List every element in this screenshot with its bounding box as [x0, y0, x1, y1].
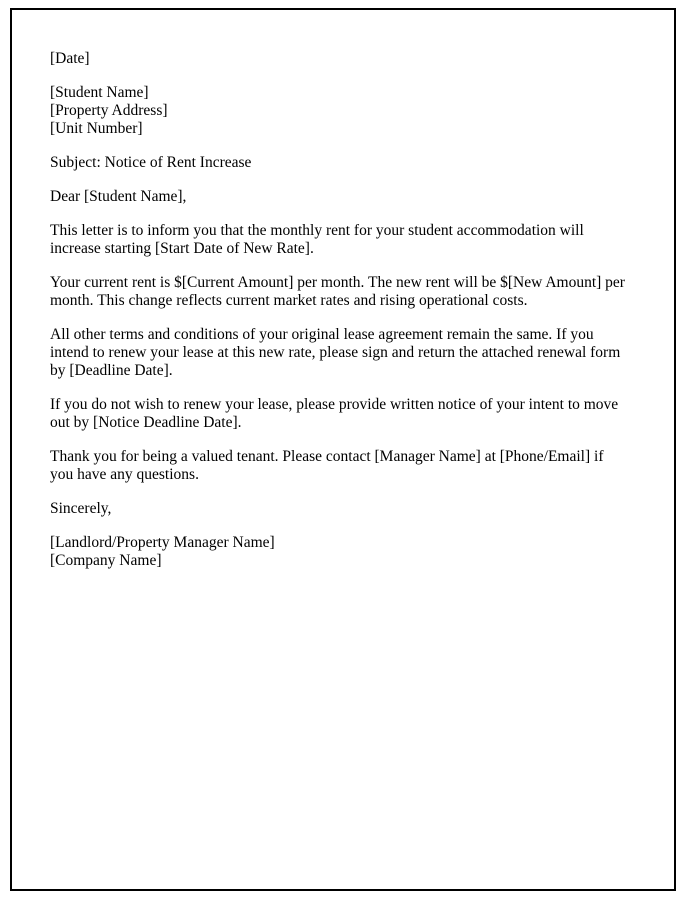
date-line: [Date]	[50, 50, 90, 67]
signature-name: [Landlord/Property Manager Name]	[50, 534, 275, 551]
date-block	[50, 50, 628, 68]
signature-block	[50, 534, 628, 570]
body-paragraph-4: If you do not wish to renew your lease, please provide written notice of your intent to move out by [Notice Deadline Date].	[50, 396, 619, 431]
closing-block	[50, 500, 628, 518]
body-paragraph-3: All other terms and conditions of your original lease agreement remain the same. If you intend to renew your lease at this new rate, please sign and return the attached renewal form by [Deadline Date].	[50, 326, 621, 379]
body-paragraph-1: This letter is to inform you that the monthly rent for your student accommodation will increase starting [Start Date of New Rate].	[50, 222, 584, 257]
subject-line: Subject: Notice of Rent Increase	[50, 154, 252, 171]
body-paragraph-2: Your current rent is $[Current Amount] per month. The new rent will be $[New Amount] per month. This change reflects current market rates and rising operational costs.	[50, 274, 625, 309]
letter-page	[10, 8, 676, 891]
recipient-address: [Property Address]	[50, 102, 168, 119]
subject-block	[50, 154, 628, 172]
salutation-block	[50, 188, 628, 206]
body-paragraph-5: Thank you for being a valued tenant. Please contact [Manager Name] at [Phone/Email] if you have any questions.	[50, 448, 604, 483]
closing-line: Sincerely,	[50, 500, 112, 517]
recipient-unit: [Unit Number]	[50, 120, 143, 137]
signature-company: [Company Name]	[50, 552, 162, 569]
letter-content	[12, 10, 674, 570]
recipient-block	[50, 84, 628, 138]
recipient-name: [Student Name]	[50, 84, 149, 101]
salutation-line: Dear [Student Name],	[50, 188, 187, 205]
